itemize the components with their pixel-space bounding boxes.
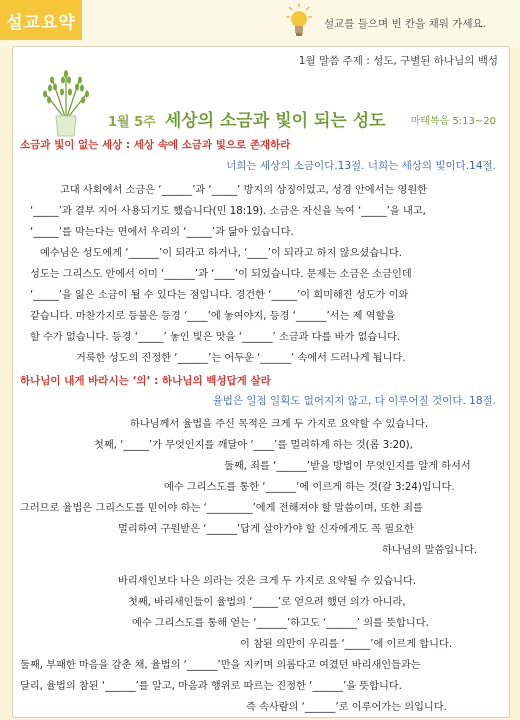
section2-line: 바리새인보다 나은 의라는 것은 크게 두 가지로 요약될 수 있습니다. bbox=[118, 576, 417, 587]
section1-verse: 너희는 세상의 소금이다.13절. 너희는 세상의 빛이다.14절. bbox=[226, 160, 496, 172]
monthly-theme: 1월 말씀 주제 : 성도, 구별된 하나님의 백성 bbox=[298, 55, 498, 67]
section2-line: 그러므로 율법은 그리스도를 믿어야 하는 ‘_________’에게 전해져야 할 말씀이며, 또한 죄를 bbox=[20, 503, 423, 514]
section1-heading: 소금과 빛이 없는 세상 : 세상 속에 소금과 빛으로 존재하라 bbox=[20, 139, 291, 151]
section2-line: 첫째, 바리새인들이 율법의 ‘_____’로 얻으려 했던 의가 아니라, bbox=[128, 597, 406, 608]
section2-line: 이 참된 의만이 우리를 ‘_____’에 이르게 합니다. bbox=[240, 639, 453, 650]
scripture-reference: 마태복음 5:13~20 bbox=[410, 116, 496, 127]
section2-line: 예수 그리스도를 통한 ‘______’에 이르게 하는 것(갈 3:24)입니다. bbox=[164, 482, 455, 493]
section2-line: 달리, 율법의 참된 ‘______’를 알고, 마음과 행위로 따르는 진정한 ‘______’을 뜻합니다. bbox=[20, 681, 402, 692]
section2-heading: 하나님이 내게 바라시는 ‘의’ : 하나님의 백성답게 살라 bbox=[20, 375, 271, 387]
section2-line: 즉 속사람의 ‘______’로 이루어가는 의입니다. bbox=[246, 702, 447, 713]
header-bar bbox=[0, 0, 520, 48]
section1-line: 성도는 그리스도 안에서 이미 ‘______’과 ‘____’이 되었습니다. 문제는 소금은 소금인데 bbox=[30, 269, 412, 280]
sermon-week: 1월 5주 bbox=[108, 115, 156, 130]
header-tagline: 설교를 들으며 빈 칸을 채워 가세요. bbox=[323, 18, 486, 30]
section1-line: 예수님은 성도에게 ‘______’이 되라고 하거나, ‘____’이 되라고 하지 않으셨습니다. bbox=[40, 248, 402, 259]
section1-line: ‘_____’과 결부 지어 사용되기도 했습니다(민 18:19). 소금은 자신을 녹여 ‘_____’을 내고, bbox=[30, 206, 426, 217]
section1-line: 고대 사회에서 소금은 ‘______’과 ‘_____’ 방지의 상징이었고, 성경 안에서는 영원한 bbox=[60, 185, 428, 196]
section2-line: 둘째, 죄를 ‘______’받을 방법이 무엇인지를 알게 하셔서 bbox=[224, 461, 471, 472]
section2-line: 둘째, 부패한 마음을 감춘 채, 율법의 ‘______’만을 지키며 의롭다고 여겼던 바리새인들과는 bbox=[20, 660, 421, 671]
section2-line: 하나님의 말씀입니다. bbox=[382, 545, 478, 556]
section2-line: 첫째, ‘_____’가 무엇인지를 깨달아 ‘____’를 멀리하게 하는 것(롬 3:20), bbox=[94, 440, 413, 451]
section2-verse: 율법은 일점 일획도 없어지지 않고, 다 이루어질 것이다. 18절. bbox=[212, 395, 496, 407]
section1-line: ‘_____’을 잃은 소금이 될 수 있다는 점입니다. 경건한 ‘_____’이 희미해진 성도가 이와 bbox=[30, 290, 409, 301]
plant-vase-icon bbox=[40, 66, 92, 138]
section1-line: ‘_____’를 막는다는 면에서 우리의 ‘_____’과 닮아 있습니다. bbox=[30, 227, 294, 238]
lightbulb-icon bbox=[284, 2, 314, 42]
section1-line: 같습니다. 마찬가지로 등불은 등경 ‘____’에 놓여야지, 등경 ‘______’서는 제 역할을 bbox=[30, 311, 396, 322]
section2-line: 하나님께서 율법을 주신 목적은 크게 두 가지로 요약할 수 있습니다. bbox=[130, 419, 429, 430]
section2-line: 멀리하여 구원받은 ‘______’답게 살아가야 할 신자에게도 꼭 필요한 bbox=[118, 524, 414, 535]
section1-line: 거룩한 성도의 진정한 ‘______’는 어두운 ‘______’ 속에서 드러나게 됩니다. bbox=[76, 353, 406, 364]
section2-line: 예수 그리스도를 통해 얻는 ‘______’하고도 ‘______’ 의를 뜻합니다. bbox=[132, 618, 429, 629]
tab-sermon-summary[interactable]: 설교요약 bbox=[0, 0, 82, 40]
sermon-title: 세상의 소금과 빛이 되는 성도 bbox=[164, 111, 386, 131]
section1-line: 할 수가 없습니다. 등경 ‘_____’ 놓인 빛은 맛을 ‘______’ 소금과 다를 바가 없습니다. bbox=[30, 332, 401, 343]
